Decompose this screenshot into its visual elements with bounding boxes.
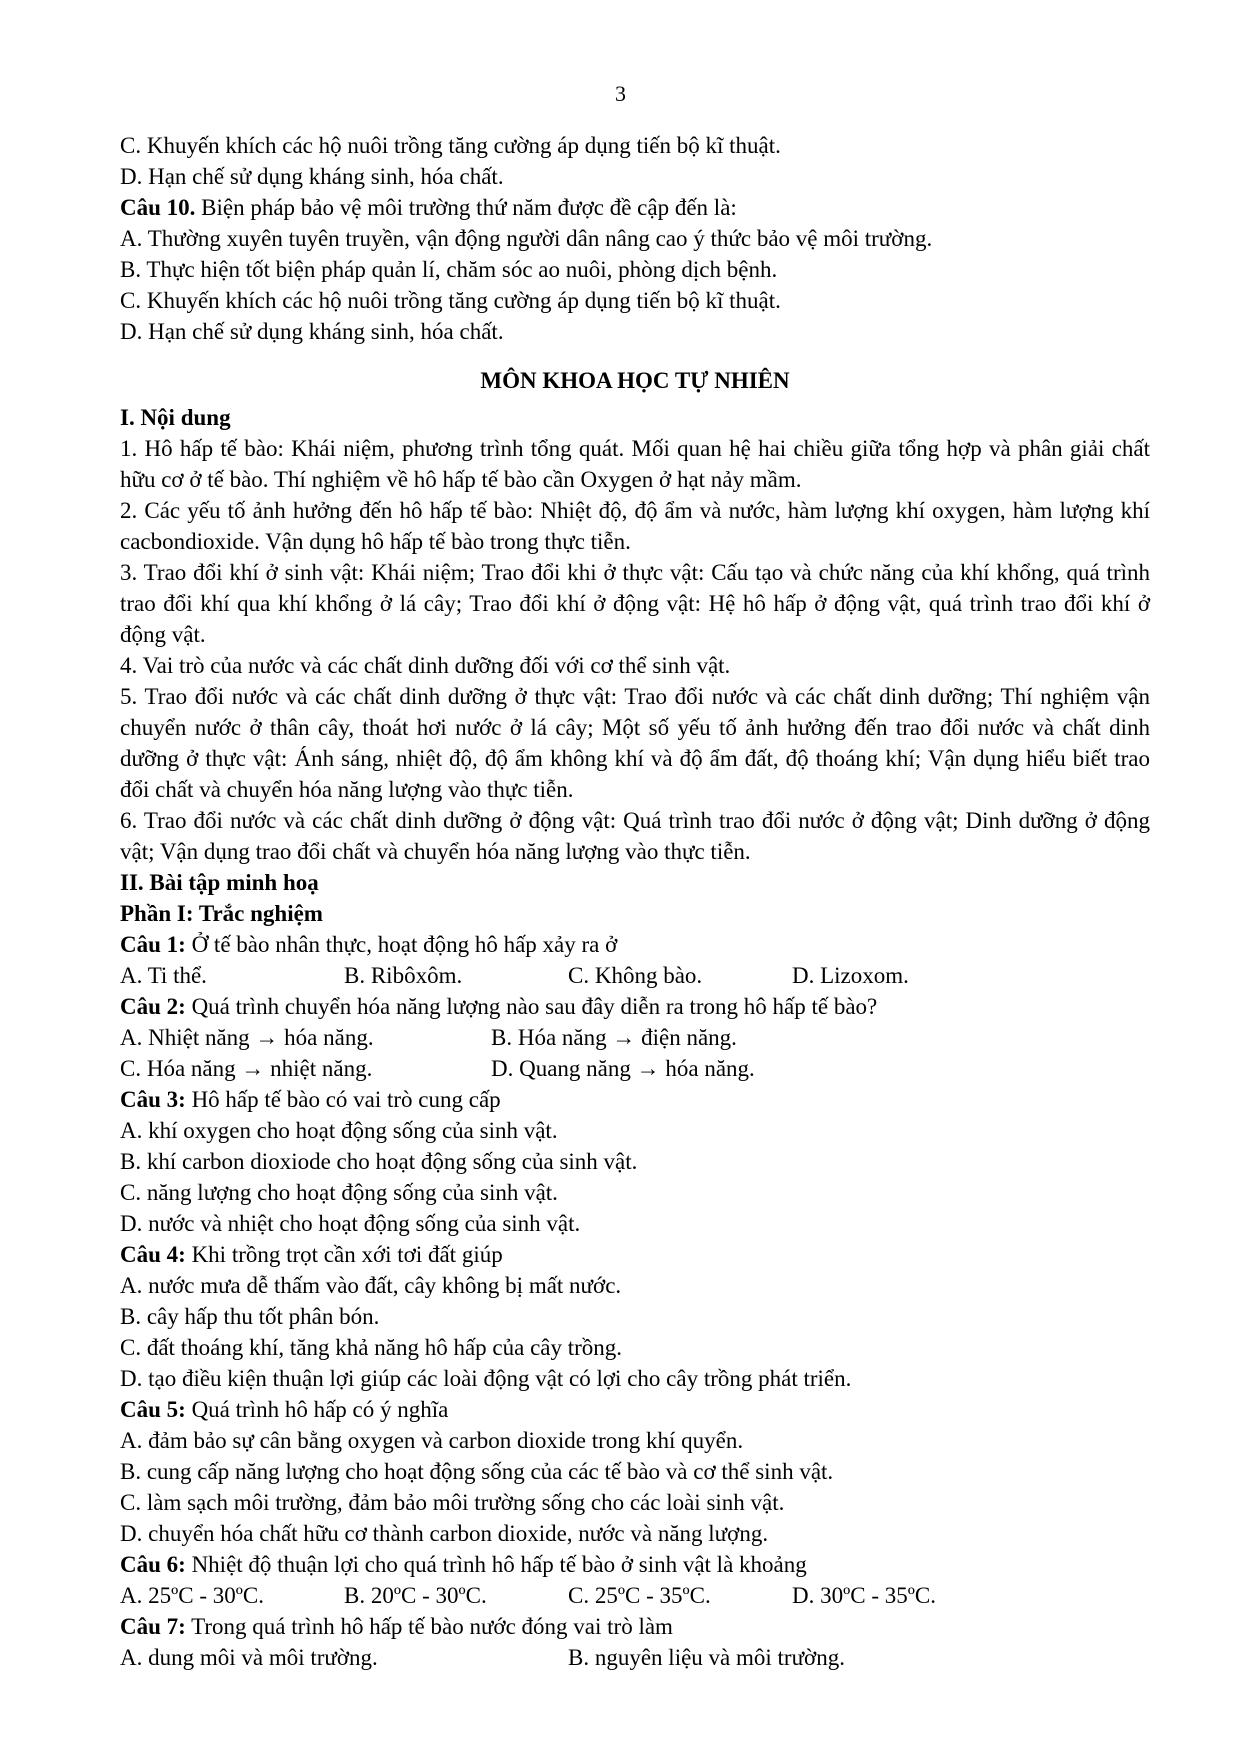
page-number: 3 (615, 81, 626, 106)
question-text: Trong quá trình hô hấp tế bào nước đóng vai trò làm (185, 1614, 673, 1639)
content-item: 6. Trao đổi nước và các chất dinh dưỡng ở động vật: Quá trình trao đổi nước ở động vật; Dinh dưỡng ở động vật; Vận dụng trao đổi chất và chuyển hóa năng lượng vào thực tiễn. (120, 808, 1150, 864)
text-line: D. Hạn chế sử dụng kháng sinh, hóa chất. (120, 164, 504, 189)
option-a: A. Thường xuyên tuyên truyền, vận động người dân nâng cao ý thức bảo vệ môi trường. (120, 226, 933, 251)
question-text: Ở tế bào nhân thực, hoạt động hô hấp xảy ra ở (185, 932, 618, 957)
option-c: C. 25ºC - 35ºC. (568, 1583, 711, 1608)
question-4 (120, 1239, 1150, 1270)
question-label: Câu 3: (120, 1087, 186, 1112)
option-b: B. 20ºC - 30ºC. (344, 1583, 487, 1608)
section-heading: I. Nội dung (120, 405, 231, 430)
option-d: D. 30ºC - 35ºC. (792, 1583, 936, 1608)
option-a: A. Nhiệt năng → hóa năng. (120, 1025, 374, 1050)
option-d: D. Quang năng → hóa năng. (491, 1056, 755, 1081)
question-5 (120, 1394, 1150, 1425)
options-row (120, 1022, 1150, 1053)
question-label: Câu 10. (120, 195, 196, 220)
option-d: D. Hạn chế sử dụng kháng sinh, hóa chất. (120, 319, 504, 344)
option-d: D. chuyển hóa chất hữu cơ thành carbon dioxide, nước và năng lượng. (120, 1521, 769, 1546)
question-7 (120, 1611, 1150, 1642)
content-item: 5. Trao đổi nước và các chất dinh dưỡng ở thực vật: Trao đổi nước và các chất dinh dưỡng; Thí nghiệm vận chuyển nước ở thân cây, thoát hơi nước ở lá cây; Một số yếu tố ảnh hưởng đến trao đổi nước và chất dinh dưỡng ở thực vật: Ánh sáng, nhiệt độ, độ ẩm không khí và độ ẩm đất, độ thoáng khí; Vận dụng hiểu biết trao đổi chất và chuyển hóa năng lượng vào thực tiễn. (120, 684, 1150, 802)
options-row (120, 960, 1150, 991)
option-b: B. khí carbon dioxiode cho hoạt động sống của sinh vật. (120, 1149, 638, 1174)
question-10 (120, 192, 1150, 223)
question-label: Câu 6: (120, 1552, 186, 1577)
question-2 (120, 991, 1150, 1022)
options-row (120, 1642, 1150, 1673)
question-text: Biện pháp bảo vệ môi trường thứ năm được đề cập đến là: (195, 195, 737, 220)
question-label: Câu 7: (120, 1614, 186, 1639)
question-text: Quá trình chuyển hóa năng lượng nào sau đây diễn ra trong hô hấp tế bào? (185, 994, 878, 1019)
question-1 (120, 929, 1150, 960)
option-a: A. nước mưa dễ thấm vào đất, cây không bị mất nước. (120, 1273, 622, 1298)
question-6 (120, 1549, 1150, 1580)
option-b: B. cung cấp năng lượng cho hoạt động sống của các tế bào và cơ thể sinh vật. (120, 1459, 834, 1484)
option-a: A. 25ºC - 30ºC. (120, 1583, 264, 1608)
option-b: B. cây hấp thu tốt phân bón. (120, 1304, 380, 1329)
option-c: C. làm sạch môi trường, đảm bảo môi trường sống cho các loài sinh vật. (120, 1490, 785, 1515)
question-text: Nhiệt độ thuận lợi cho quá trình hô hấp tế bào ở sinh vật là khoảng (185, 1552, 807, 1577)
question-label: Câu 4: (120, 1242, 186, 1267)
content-item: 2. Các yếu tố ảnh hưởng đến hô hấp tế bào: Nhiệt độ, độ ẩm và nước, hàm lượng khí oxygen, hàm lượng khí cacbondioxide. Vận dụng hô hấp tế bào trong thực tiễn. (120, 498, 1150, 554)
text-line: C. Khuyến khích các hộ nuôi trồng tăng cường áp dụng tiến bộ kĩ thuật. (120, 133, 781, 158)
option-c: C. Hóa năng → nhiệt năng. (120, 1056, 373, 1081)
part-heading: Phần I: Trắc nghiệm (120, 901, 323, 926)
options-row (120, 1580, 1150, 1611)
option-a: A. dung môi và môi trường. (120, 1645, 378, 1670)
option-d: D. nước và nhiệt cho hoạt động sống của sinh vật. (120, 1211, 581, 1236)
option-c: C. năng lượng cho hoạt động sống của sinh vật. (120, 1180, 558, 1205)
option-b: B. Hóa năng → điện năng. (491, 1025, 737, 1050)
question-text: Quá trình hô hấp có ý nghĩa (185, 1397, 449, 1422)
option-a: A. khí oxygen cho hoạt động sống của sinh vật. (120, 1118, 558, 1143)
question-3 (120, 1084, 1150, 1115)
options-row (120, 1053, 1150, 1084)
content-item: 4. Vai trò của nước và các chất dinh dưỡng đối với cơ thể sinh vật. (120, 653, 731, 678)
option-d: D. tạo điều kiện thuận lợi giúp các loài động vật có lợi cho cây trồng phát triển. (120, 1366, 852, 1391)
question-text: Hô hấp tế bào có vai trò cung cấp (185, 1087, 501, 1112)
option-a: A. đảm bảo sự cân bằng oxygen và carbon dioxide trong khí quyển. (120, 1428, 744, 1453)
content-item: 3. Trao đổi khí ở sinh vật: Khái niệm; Trao đổi khi ở thực vật: Cấu tạo và chức năng của khí khổng, quá trình trao đổi khí qua khí khổng ở lá cây; Trao đổi khí ở động vật: Hệ hô hấp ở động vật, quá trình trao đổi khí ở động vật. (120, 560, 1150, 647)
subject-title: MÔN KHOA HỌC TỰ NHIÊN (480, 368, 790, 393)
option-a: A. Ti thể. (120, 963, 207, 988)
page-content (120, 130, 1150, 1673)
option-d: D. Lizoxom. (792, 963, 909, 988)
section-heading: II. Bài tập minh hoạ (120, 870, 319, 895)
option-c: C. Khuyến khích các hộ nuôi trồng tăng cường áp dụng tiến bộ kĩ thuật. (120, 288, 781, 313)
option-b: B. nguyên liệu và môi trường. (568, 1645, 845, 1670)
question-label: Câu 1: (120, 932, 186, 957)
question-label: Câu 5: (120, 1397, 186, 1422)
content-item: 1. Hô hấp tế bào: Khái niệm, phương trình tổng quát. Mối quan hệ hai chiều giữa tổng hợp và phân giải chất hữu cơ ở tế bào. Thí nghiệm về hô hấp tế bào cần Oxygen ở hạt nảy mầm. (120, 436, 1150, 492)
question-text: Khi trồng trọt cần xới tơi đất giúp (185, 1242, 503, 1267)
option-b: B. Thực hiện tốt biện pháp quản lí, chăm sóc ao nuôi, phòng dịch bệnh. (120, 257, 778, 282)
option-c: C. Không bào. (568, 963, 703, 988)
question-label: Câu 2: (120, 994, 186, 1019)
option-b: B. Ribôxôm. (344, 963, 463, 988)
option-c: C. đất thoáng khí, tăng khả năng hô hấp của cây trồng. (120, 1335, 623, 1360)
